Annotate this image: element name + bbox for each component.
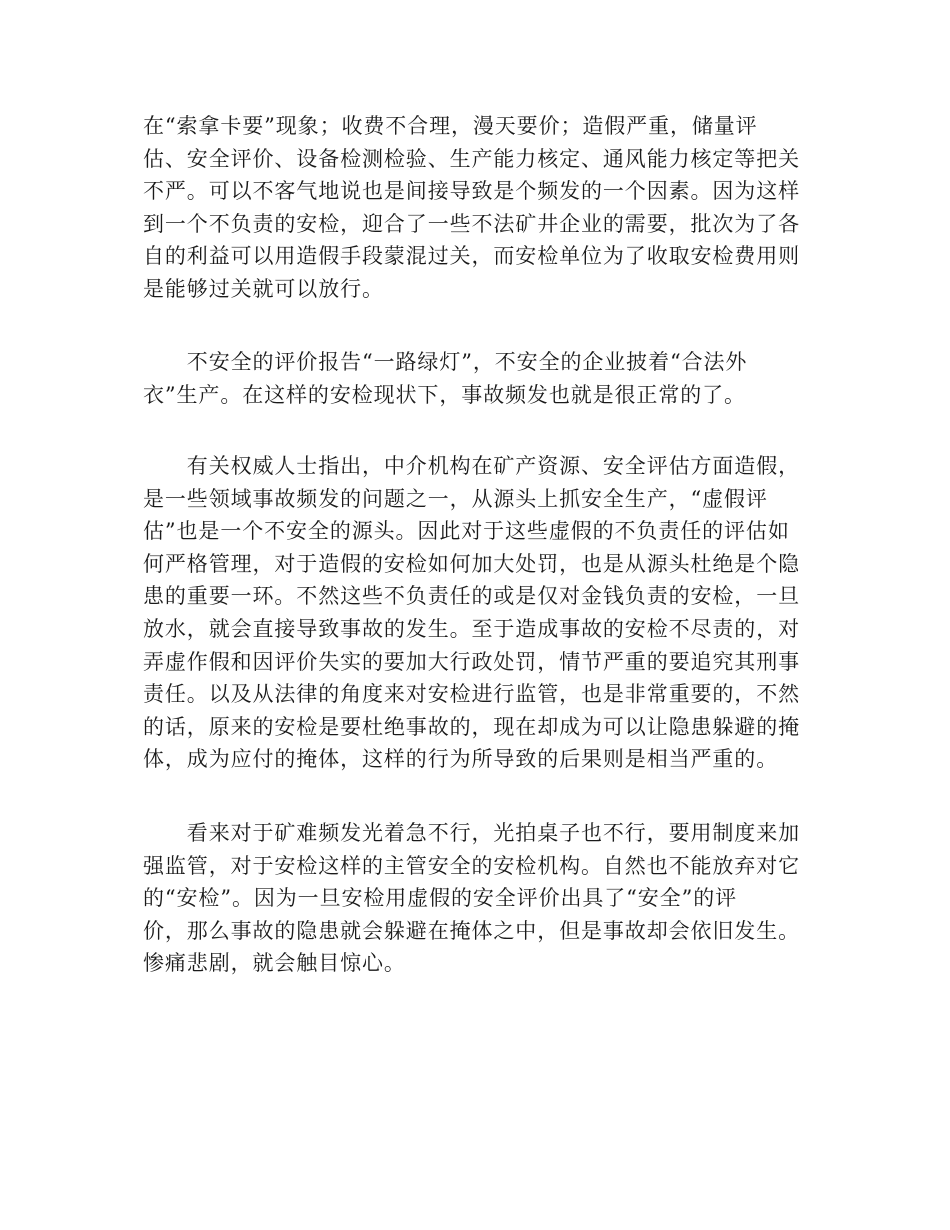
paragraph-line: 体，成为应付的掩体，这样的行为所导致的后果则是相当严重的。 [143, 747, 779, 772]
paragraph-line: 放水，就会直接导致事故的发生。至于造成事故的安检不尽责的，对 [143, 616, 800, 641]
paragraph-line: 估”也是一个不安全的源头。因此对于这些虚假的不负责任的评估如 [143, 519, 790, 544]
paragraph-line: 价，那么事故的隐患就会躲避在掩体之中，但是事故却会依旧发生。 [143, 918, 800, 943]
paragraph-2 [143, 346, 795, 411]
paragraph-line: 在“索拿卡要”现象；收费不合理，漫天要价；造假严重，储量评 [143, 114, 758, 138]
paragraph-line: 何严格管理，对于造假的安检如何加大处罚，也是从源头杜绝是个隐 [143, 551, 800, 576]
paragraph-line: 是一些领域事故频发的问题之一，从源头上抓安全生产，“虚假评 [143, 486, 768, 511]
paragraph-line: 估、安全评价、设备检测检验、生产能力核定、通风能力核定等把关 [143, 146, 800, 171]
paragraph-line: 到一个不负责的安检，迎合了一些不法矿井企业的需要，批次为了各 [143, 211, 800, 236]
paragraph-line: 自的利益可以用造假手段蒙混过关，而安检单位为了收取安检费用则 [143, 244, 800, 269]
paragraph-line: 患的重要一环。不然这些不负责任的或是仅对金钱负责的安检，一旦 [143, 584, 800, 609]
paragraph-line: 责任。以及从法律的角度来对安检进行监管，也是非常重要的，不然 [143, 682, 800, 707]
paragraph-line: 看来对于矿难频发光着急不行，光拍桌子也不行，要用制度来加 [143, 821, 800, 845]
paragraph-line: 惨痛悲剧，就会触目惊心。 [143, 951, 406, 976]
paragraph-line: 有关权威人士指出，中介机构在矿产资源、安全评估方面造假， [143, 454, 800, 478]
paragraph-line: 衣”生产。在这样的安检现状下，事故频发也就是很正常的了。 [143, 382, 746, 407]
paragraph-line: 的“安检”。因为一旦安检用虚假的安全评价出具了“安全”的评 [143, 886, 738, 911]
paragraph-line: 是能够过关就可以放行。 [143, 276, 384, 301]
paragraph-line: 不安全的评价报告“一路绿灯”，不安全的企业披着“合法外 [143, 350, 748, 374]
paragraph-line: 不严。可以不客气地说也是间接导致是个频发的一个因素。因为这样 [143, 179, 800, 204]
paragraph-1 [143, 110, 800, 306]
paragraph-4 [143, 817, 800, 980]
paragraph-line: 强监管，对于安检这样的主管安全的安检机构。自然也不能放弃对它 [143, 853, 800, 878]
paragraph-line: 的话，原来的安检是要杜绝事故的，现在却成为可以让隐患躲避的掩 [143, 714, 800, 739]
paragraph-3 [143, 450, 800, 776]
paragraph-line: 弄虚作假和因评价失实的要加大行政处罚，情节严重的要追究其刑事 [143, 649, 800, 674]
